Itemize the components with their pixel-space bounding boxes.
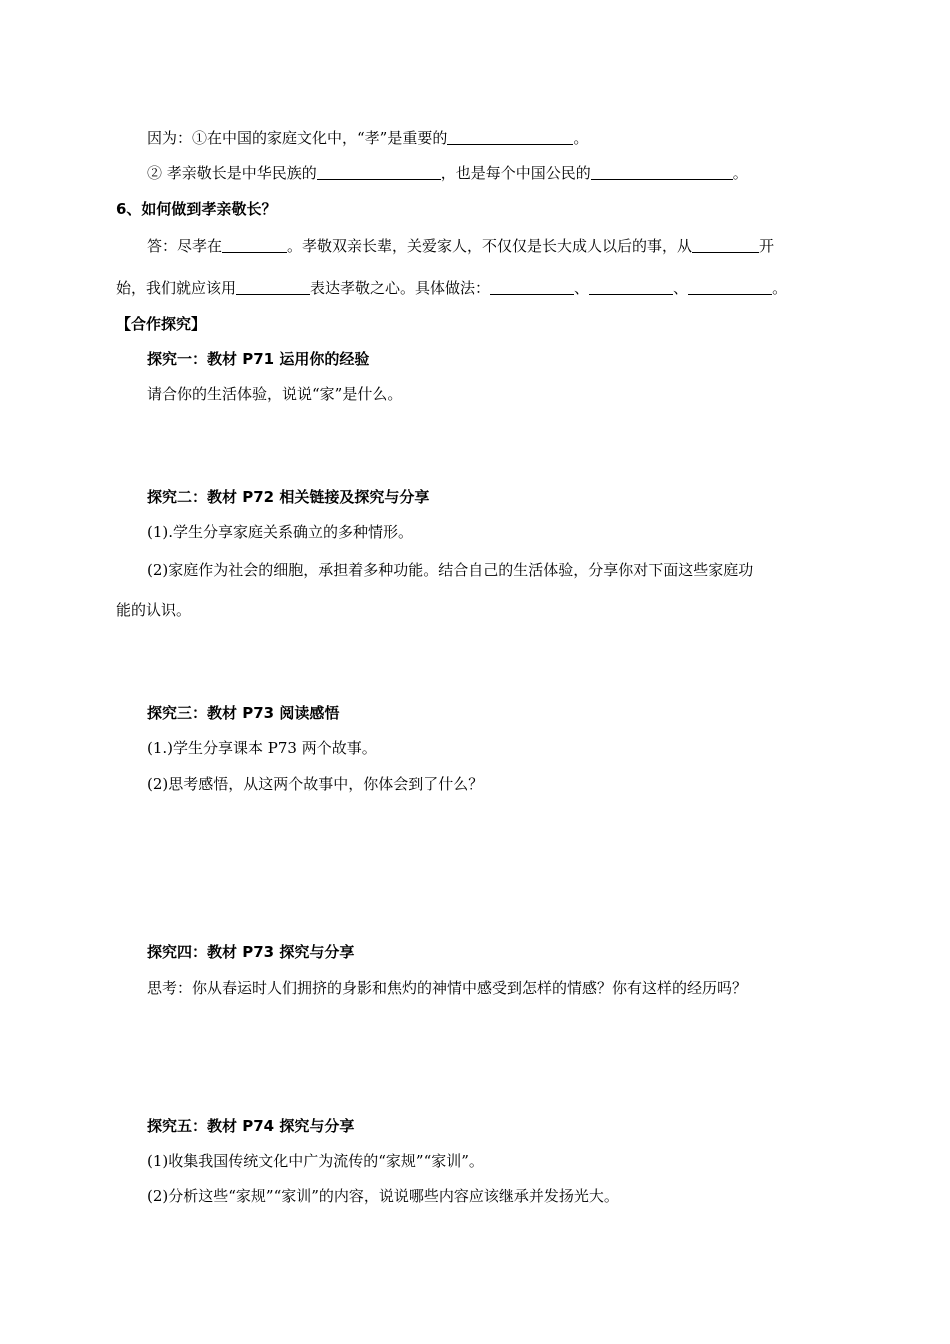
explore1-title: 探究一：教材 P71 运用你的经验 xyxy=(147,350,370,368)
explore4-text: 思考：你从春运时人们拥挤的身影和焦灼的神情中感受到怎样的情感？你有这样的经历吗？ xyxy=(147,979,748,997)
explore3-item2: (2)思考感悟，从这两个故事中，你体会到了什么？ xyxy=(147,775,484,793)
q6-ans-text: 答：尽孝在 xyxy=(147,237,223,255)
answer-blank[interactable] xyxy=(236,279,310,295)
answer-blank[interactable] xyxy=(692,237,759,253)
answer-blank[interactable] xyxy=(490,279,574,295)
explore2-item1: (1).学生分享家庭关系确立的多种情形。 xyxy=(147,523,414,541)
q6-ans-end: 。 xyxy=(772,279,788,297)
explore5-item1: (1)收集我国传统文化中广为流传的“家规”“家训”。 xyxy=(147,1152,484,1170)
answer-blank[interactable] xyxy=(447,129,573,145)
answer-blank[interactable] xyxy=(222,237,287,253)
q5-line1-end: 。 xyxy=(573,129,589,147)
q5-line1-text: 因为：①在中国的家庭文化中，“孝”是重要的 xyxy=(147,129,448,147)
q5-line2-end: 。 xyxy=(732,164,748,182)
answer-blank[interactable] xyxy=(688,279,772,295)
q6-ans-text: 表达孝敬之心。具体做法： xyxy=(310,279,491,297)
explore3-title: 探究三：教材 P73 阅读感悟 xyxy=(147,704,340,722)
explore5-item2: (2)分析这些“家规”“家训”的内容，说说哪些内容应该继承并发扬光大。 xyxy=(147,1187,619,1205)
explore1-text: 请合你的生活体验，说说“家”是什么。 xyxy=(147,385,403,403)
separator: 、 xyxy=(673,279,689,297)
q6-ans-text: 始，我们就应该用 xyxy=(116,279,237,297)
q5-line2-text: ② 孝亲敬长是中华民族的 xyxy=(147,164,317,182)
q6-ans-text: 。孝敬双亲长辈，关爱家人，不仅仅是长大成人以后的事，从 xyxy=(287,237,693,255)
explore2-item2-line1: (2)家庭作为社会的细胞，承担着多种功能。结合自己的生活体验，分享你对下面这些家庭功 xyxy=(147,561,754,579)
explore2-title: 探究二：教材 P72 相关链接及探究与分享 xyxy=(147,488,430,506)
answer-blank[interactable] xyxy=(589,279,673,295)
q6-answer-line-1 xyxy=(147,236,774,256)
q6-title: 6、如何做到孝亲敬长？ xyxy=(116,200,277,218)
explore5-title: 探究五：教材 P74 探究与分享 xyxy=(147,1117,355,1135)
separator: 、 xyxy=(574,279,590,297)
q5-line2-mid: ，也是每个中国公民的 xyxy=(440,164,591,182)
q6-ans-text: 开 xyxy=(759,237,775,255)
explore3-item1: (1.)学生分享课本 P73 两个故事。 xyxy=(147,739,377,757)
explore2-item2-line2: 能的认识。 xyxy=(116,601,192,619)
section-title: 【合作探究】 xyxy=(116,315,207,333)
q5-line-2 xyxy=(147,163,748,183)
answer-blank[interactable] xyxy=(317,164,441,180)
answer-blank[interactable] xyxy=(591,164,733,180)
q5-line-1 xyxy=(147,128,588,148)
explore4-title: 探究四：教材 P73 探究与分享 xyxy=(147,943,355,961)
q6-answer-line-2 xyxy=(116,278,787,298)
